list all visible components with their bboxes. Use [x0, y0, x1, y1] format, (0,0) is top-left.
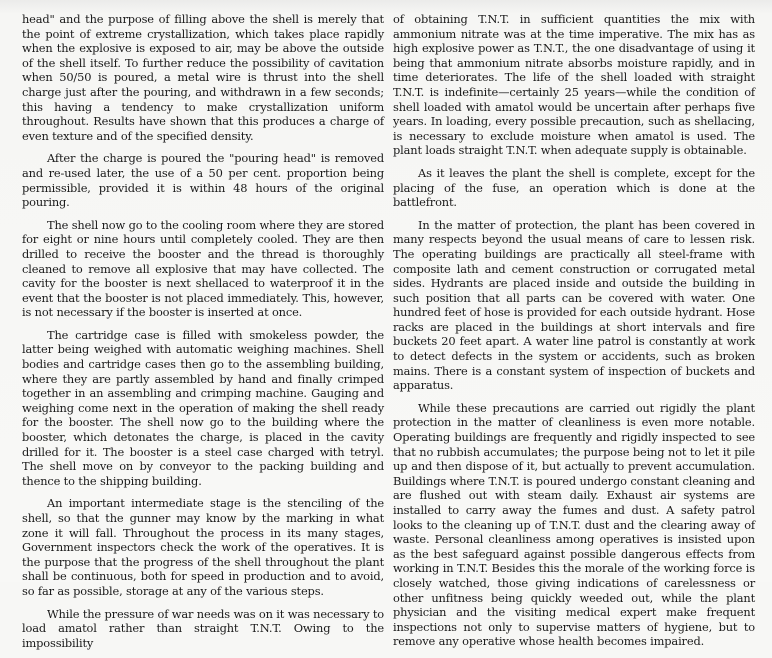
paragraph: of obtaining T.N.T. in sufficient quantities the mix with ammonium nitrate was at the time imperative. The mix has as high explosive power as T.N.T., the one disadvantage of using it being that ammonium nitrate absorbs moisture rapidly, and in time deteriorates. The life of the shell loaded with straight T.N.T. is indefinite—certainly 25 years—while the condition of shell loaded with amatol would be uncertain after perhaps five years. In loading, every possible precaution, such as shellacing, is necessary to exclude moisture when amatol is used. The plant loads straight T.N.T. when adequate supply is obtainable. [393, 12, 755, 158]
paragraph: While the pressure of war needs was on it was necessary to load amatol rather than straight T.N.T. Owing to the impossibility [22, 606, 384, 650]
paragraph: The cartridge case is filled with smokeless powder, the latter being weighed with automatic weighing machines. Shell bodies and cartridge cases then go to the assembling building, where they are partly assembled by hand and finally crimped together in an assembling and crimping machine. Gauging and weighing come next in the operation of making the shell ready for the booster. The shell now go to the building where the booster, which detonates the charge, is placed in the cavity drilled for it. The booster is a steel case charged with tetryl. The shell move on by conveyor to the packing building and thence to the shipping building. [22, 327, 384, 488]
paragraph: In the matter of protection, the plant has been covered in many respects beyond the usual means of care to lessen risk. The operating buildings are practically all steel-frame with composite lath and cement construction or corrugated metal sides. Hydrants are placed inside and outside the building in such position that all parts can be covered with water. One hundred feet of hose is provided for each outside hydrant. Hose racks are placed in the buildings at short intervals and fire buckets 20 feet apart. A water line patrol is constantly at work to detect defects in the system or accidents, such as broken mains. There is a constant system of inspection of buckets and apparatus. [393, 217, 755, 393]
paragraph: While these precautions are carried out rigidly the plant protection in the matter of cleanliness is even more notable. Operating buildings are frequently and rigidly inspected to see that no rubbish accumulates; the purpose being not to let it pile up and then dispose of it, but actually to prevent accumulation. Buildings where T.N.T. is poured undergo constant cleaning and are flushed out with steam daily. Exhaust air systems are installed to carry away the fumes and dust. A safety patrol looks to the cleaning up of T.N.T. dust and the clearing away of waste. Personal cleanliness among operatives is insisted upon as the best safeguard against possible dangerous effects from working in T.N.T. Besides this the morale of the working force is closely watched, those giving indications of carelessness or other unfitness being quickly weeded out, while the plant physician and the visiting medical expert make frequent inspections not only to supervise matters of hygiene, but to remove any operative whose health becomes impaired. [393, 400, 755, 649]
left-column [22, 12, 384, 658]
paragraph: head" and the purpose of filling above the shell is merely that the point of extreme crystallization, which takes place rapidly when the explosive is exposed to air, may be above the outside of the shell itself. To further reduce the possibility of cavitation when 50/50 is poured, a metal wire is thrust into the shell charge just after the pouring, and withdrawn in a few seconds; this having a tendency to make crystallization uniform throughout. Results have shown that this produces a charge of even texture and of the specified density. [22, 12, 384, 143]
right-column [393, 12, 755, 657]
paragraph: After the charge is poured the "pouring head" is removed and re-used later, the use of a 50 per cent. proportion being permissible, provided it is within 48 hours of the original pouring. [22, 151, 384, 210]
paragraph: As it leaves the plant the shell is complete, except for the placing of the fuse, an operation which is done at the battlefront. [393, 165, 755, 210]
paragraph: An important intermediate stage is the stenciling of the shell, so that the gunner may know by the marking in what zone it will fall. Throughout the process in its many stages, Government inspectors check the work of the operatives. It is the purpose that the progress of the shell throughout the plant shall be continuous, both for speed in production and to avoid, so far as possible, storage at any of the various steps. [22, 496, 384, 598]
paragraph: The shell now go to the cooling room where they are stored for eight or nine hours until completely cooled. They are then drilled to receive the booster and the thread is thoroughly cleaned to remove all explosive that may have collected. The cavity for the booster is next shellaced to waterproof it in the event that the booster is not placed immediately. This, however, is not necessary if the booster is inserted at once. [22, 217, 385, 320]
